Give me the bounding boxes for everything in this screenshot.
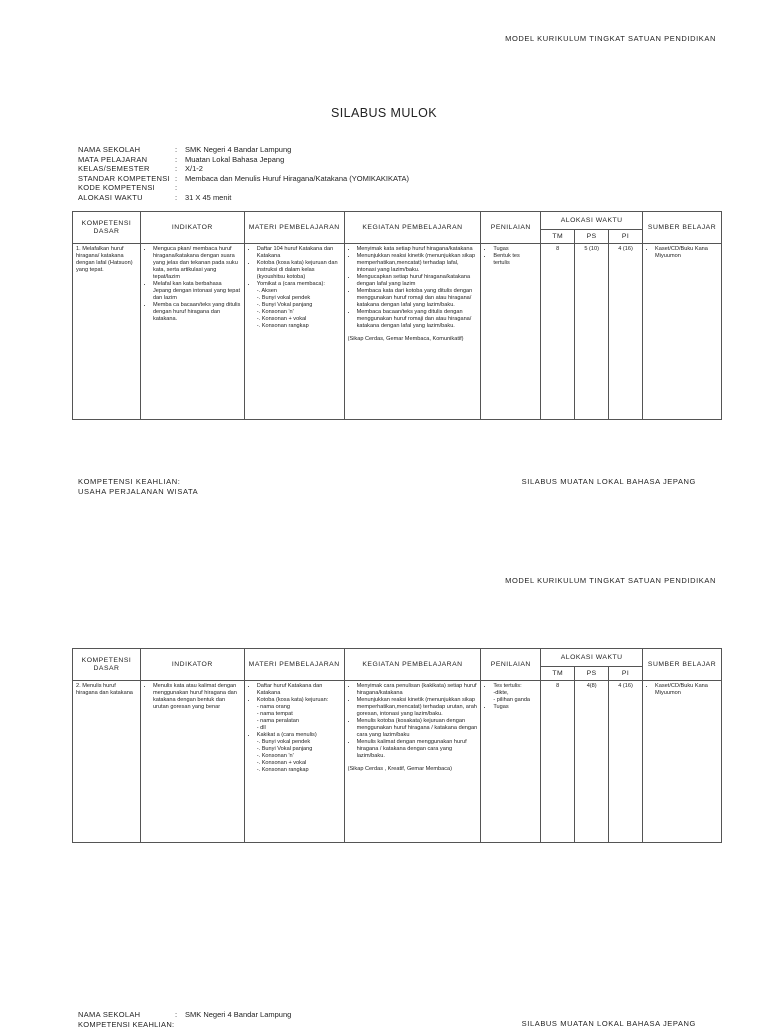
cell-kompetensi: 1. Melafalkan huruf hiragana/ katakana dengan lafal (Hatsuon) yang tepat. — [73, 244, 141, 420]
col-materi: MATERI PEMBELAJARAN — [244, 212, 344, 244]
list-item: • Bentuk tes tertulis — [493, 253, 537, 267]
list-item: • Menunjukkan reaksi kinetik (menunjukkan sikap memperhatikan,mencatat) terhadap urutan, arah goresan, intonasi yang lazim/baku. — [357, 697, 478, 718]
col-pi: PI — [609, 667, 643, 681]
cell-materi — [244, 681, 344, 843]
list-item: • Kaset/CD/Buku Kana Miyuumon — [655, 246, 718, 260]
info-key: NAMA SEKOLAH — [78, 1010, 141, 1019]
list-item: • Mengucapkan setiap huruf hiragana/katakana dengan lafal yang lazim — [357, 274, 478, 288]
info-key: KODE KOMPETENSI — [78, 183, 156, 193]
list-item: • Menyimak kata setiap huruf hiragana/katakana — [357, 246, 478, 253]
info-key: KELAS/SEMESTER — [78, 164, 150, 174]
cell-indikator — [140, 244, 244, 420]
info-key: KOMPETENSI KEAHLIAN: — [78, 1019, 175, 1029]
col-kegiatan: KEGIATAN PEMBELAJARAN — [344, 212, 481, 244]
info-row-standard: STANDAR KOMPETENSI : Membaca dan Menulis Huruf Hiragana/Katakana (YOMIKAKIKATA) — [78, 173, 409, 183]
list-item: • Menunjukkan reaksi kinetik (menunjukkan sikap memperhatikan,mencatat) terhadap lafal, intonasi yang lazim/baku. — [357, 253, 478, 274]
col-tm: TM — [541, 230, 575, 244]
cell-sumber — [643, 681, 722, 843]
col-ps: PS — [575, 230, 609, 244]
list-item: • Menyimak cara penulisan (kakikata) setiap huruf hiragana/katakana — [357, 683, 478, 697]
list-item: • Daftar 104 huruf Katakana dan Katakana — [257, 246, 341, 260]
page-title: SILABUS MULOK — [331, 106, 437, 120]
info-row-subject: MATA PELAJARAN : Muatan Lokal Bahasa Jepang — [78, 154, 285, 164]
cell-ps: 5 (10) — [575, 244, 609, 420]
syllabus-table-2 — [72, 648, 722, 843]
cell-indikator — [140, 681, 244, 843]
syllabus-table-1 — [72, 211, 722, 420]
col-tm: TM — [541, 667, 575, 681]
list-item: • Tugas — [493, 246, 537, 253]
col-indikator: INDIKATOR — [140, 212, 244, 244]
list-item: • Membaca kata dari kotoba yang ditulis dengan menggunakan huruf romaji dan atau hiragana/ katakana dengan lafal yang lazim/baku. — [357, 288, 478, 309]
cell-materi — [244, 244, 344, 420]
cell-ps: 4(8) — [575, 681, 609, 843]
info-value: Muatan Lokal Bahasa Jepang — [185, 154, 285, 164]
col-penilaian: PENILAIAN — [481, 649, 541, 681]
cell-kegiatan — [344, 681, 481, 843]
list-item: • Menulis kalimat dengan menggunakan huruf hiragana / katakana dengan cara yang lazim/baku. — [357, 739, 478, 760]
info-key: STANDAR KOMPETENSI — [78, 173, 170, 183]
list-item: • Kakikat a (cara menulis) -. Bunyi vokal pendek -. Bunyi Vokal panjang -. Konsonan 'n' -. Konsonan + vokal -. Konsonan rangkap — [257, 732, 341, 774]
list-item: • Memba ca bacaan/teks yang ditulis dengan huruf hiragana dan katakana. — [153, 302, 241, 323]
info-value: X/1-2 — [185, 164, 203, 174]
cell-tm: 8 — [541, 244, 575, 420]
info-key: NAMA SEKOLAH — [78, 145, 141, 154]
info-row-code: KODE KOMPETENSI : — [78, 183, 178, 193]
cell-kompetensi: 2. Menulis huruf hiragana dan katakana — [73, 681, 141, 843]
list-item: • Kotoba (kosa kata) kejuruan dan instruksi di dalam kelas (kyoushitsu kotoba) — [257, 260, 341, 281]
col-sumber: SUMBER BELAJAR — [643, 212, 722, 244]
col-alokasi: ALOKASI WAKTU — [541, 649, 643, 667]
info-row-school: NAMA SEKOLAH : SMK Negeri 4 Bandar Lampung — [78, 145, 292, 154]
info-value: 31 X 45 menit — [185, 192, 232, 202]
list-item: • Menguca pkan/ membaca huruf hiragana/katakana dengan suara yang jelas dan tekanan pada suku kata, serta artikulasi yang tepat/lazim — [153, 246, 241, 281]
col-ps: PS — [575, 667, 609, 681]
curriculum-model-header: MODEL KURIKULUM TINGKAT SATUAN PENDIDIKAN — [505, 576, 716, 585]
col-sumber: SUMBER BELAJAR — [643, 649, 722, 681]
cell-penilaian — [481, 681, 541, 843]
cell-tm: 8 — [541, 681, 575, 843]
col-pi: PI — [609, 230, 643, 244]
info-value: SMK Negeri 4 Bandar Lampung — [185, 1010, 292, 1019]
col-indikator: INDIKATOR — [140, 649, 244, 681]
syllabus-info — [78, 145, 409, 203]
table-row — [73, 244, 722, 420]
info-value: Membaca dan Menulis Huruf Hiragana/Katakana (YOMIKAKIKATA) — [185, 173, 409, 183]
col-penilaian: PENILAIAN — [481, 212, 541, 244]
footer-info — [78, 1010, 291, 1029]
col-kompetensi-dasar: KOMPETENSI DASAR — [73, 212, 141, 244]
list-item: • Menulis kotoba (kosakata) kejuruan dengan menggunakan huruf hiragana / katakana dengan cara yang lazim/baku — [357, 718, 478, 739]
curriculum-model-header: MODEL KURIKULUM TINGKAT SATUAN PENDIDIKAN — [505, 34, 716, 43]
list-item: • Melafal kan kata berbahasa Jepang dengan intonasi yang tepat dan lazim — [153, 281, 241, 302]
info-key: ALOKASI WAKTU — [78, 192, 143, 202]
list-item: • Kotoba (kosa kata) kejuruan: - nama orang - nama tempat - nama peralatan - dll — [257, 697, 341, 732]
cell-sumber — [643, 244, 722, 420]
cell-pi: 4 (16) — [609, 244, 643, 420]
info-row-competency — [78, 1020, 291, 1029]
list-item: • Yomikat a (cara membaca): -. Aksen -. Bunyi vokal pendek -. Bunyi Vokal panjang -. Konsonan 'n' -. Konsonan + vokal -. Konsonan rangkap — [257, 281, 341, 330]
info-row-class: KELAS/SEMESTER : X/1-2 — [78, 164, 203, 174]
col-kompetensi-dasar: KOMPETENSI DASAR — [73, 649, 141, 681]
table-row — [73, 681, 722, 843]
info-row-time: ALOKASI WAKTU : 31 X 45 menit — [78, 192, 232, 202]
cell-penilaian — [481, 244, 541, 420]
info-row-school: NAMA SEKOLAH : SMK Negeri 4 Bandar Lampung — [78, 1010, 292, 1019]
list-item: • Daftar huruf Katakana dan Katakana — [257, 683, 341, 697]
character-note: (Sikap Cerdas , Kreatif, Gemar Membaca) — [347, 766, 453, 772]
info-value: SMK Negeri 4 Bandar Lampung — [185, 145, 292, 154]
list-item: • Menulis kata atau kalimat dengan menggunakan huruf hiragana dan katakana dengan bentuk dan urutan goresan yang benar — [153, 683, 241, 711]
syllabus-footer: SILABUS MUATAN LOKAL BAHASA JEPANG — [521, 1019, 696, 1028]
character-note: (Sikap Cerdas, Gemar Membaca, Komunikatif) — [347, 336, 464, 342]
competency-footer: KOMPETENSI KEAHLIAN: USAHA PERJALANAN WISATA — [78, 477, 199, 496]
list-item: • Membaca bacaan/teks yang ditulis dengan menggunakan huruf romaji dan atau hiragana/ katakana dengan lafal yang lazim/baku. — [357, 309, 478, 330]
list-item: • Kaset/CD/Buku Kana Miyuumon — [655, 683, 718, 697]
col-materi: MATERI PEMBELAJARAN — [244, 649, 344, 681]
col-alokasi: ALOKASI WAKTU — [541, 212, 643, 230]
col-kegiatan: KEGIATAN PEMBELAJARAN — [344, 649, 481, 681]
info-key: MATA PELAJARAN — [78, 154, 148, 164]
cell-kegiatan — [344, 244, 481, 420]
cell-pi: 4 (16) — [609, 681, 643, 843]
syllabus-footer: SILABUS MUATAN LOKAL BAHASA JEPANG — [521, 477, 696, 486]
list-item: • Tugas — [493, 704, 537, 711]
list-item: • Tes tertulis: -dikte, - pilihan ganda — [493, 683, 537, 704]
